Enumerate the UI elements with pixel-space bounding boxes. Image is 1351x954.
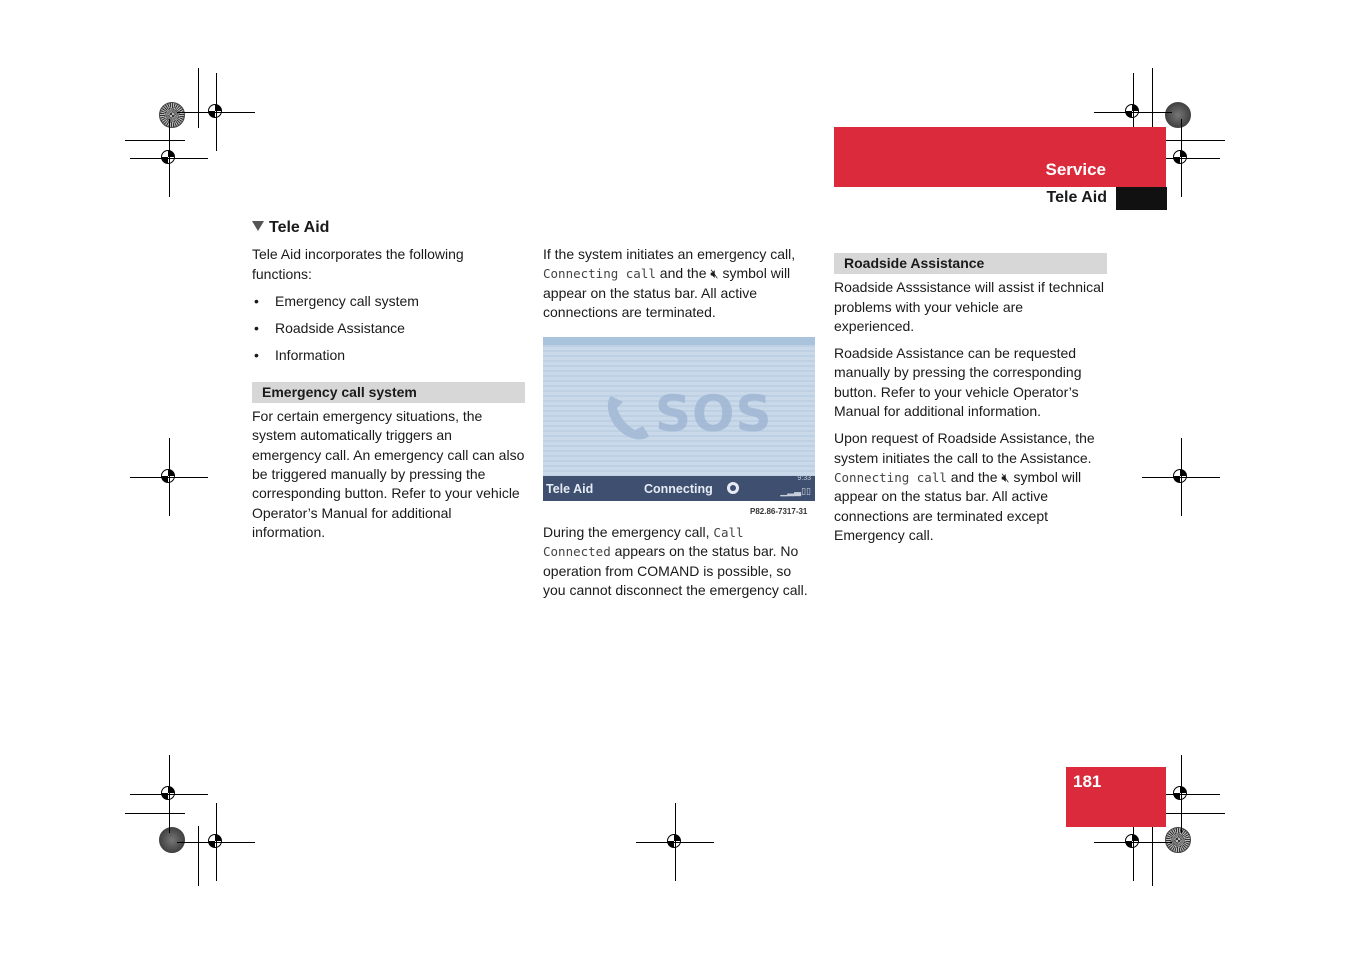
signal-strength: ▁▂▃▯▯	[780, 486, 811, 496]
roadside-text-2: Roadside Assistance can be requested manually by pressing the corresponding button. Refer to your vehicle Operator’s Manual for additional information.	[834, 345, 1082, 420]
text-fragment: If the system initiates an emergency call,	[543, 246, 796, 262]
emergency-initiate-text	[543, 245, 815, 322]
column-right	[834, 253, 1107, 553]
status-time: 9:33	[797, 475, 811, 482]
registration-mark-icon	[159, 827, 185, 853]
status-app-name: Tele Aid	[546, 482, 594, 496]
registration-mark-icon	[1165, 827, 1191, 853]
status-connecting: Connecting	[644, 482, 713, 496]
status-text: Connecting call	[834, 469, 947, 485]
trim-line	[1165, 813, 1225, 814]
phone-icon	[605, 392, 655, 442]
page-number-box	[1066, 767, 1166, 827]
display-screenshot	[543, 337, 815, 501]
trim-line	[1152, 826, 1153, 886]
status-text: Call Connected	[543, 525, 744, 560]
roadside-text-3	[834, 429, 1107, 545]
column-middle-lower	[543, 523, 815, 608]
record-icon	[727, 482, 739, 494]
status-text: Connecting call	[543, 266, 656, 282]
call-connected-text	[543, 523, 815, 600]
text-fragment: symbol will appear on the status bar. All active connections are terminated except Emergency call.	[834, 468, 1082, 543]
status-bar	[543, 476, 815, 501]
thumb-tab	[1116, 187, 1167, 210]
trim-line	[198, 826, 199, 886]
sos-label: SOS	[655, 385, 773, 443]
trim-line	[1152, 68, 1153, 128]
registration-mark-icon	[159, 102, 185, 128]
list-item: • Roadside Assistance	[252, 319, 525, 338]
text-fragment: appears on the status bar. No operation from COMAND is possible, so you cannot disconnect the emergency call.	[543, 543, 808, 598]
text-fragment: and the	[659, 265, 707, 282]
trim-line	[198, 68, 199, 128]
text-fragment: and the	[950, 468, 998, 485]
trim-line	[125, 140, 185, 141]
trim-line	[125, 813, 185, 814]
section-title: Service	[1045, 160, 1106, 179]
text-fragment: symbol will appear on the status bar. All active connections are terminated.	[543, 265, 791, 320]
roadside-text-1: Roadside Asssistance will assist if technical problems with your vehicle are experienced.	[834, 279, 1105, 334]
triangle-down-icon	[252, 221, 264, 231]
screen-top-strip	[543, 337, 815, 345]
registration-mark-icon	[1165, 102, 1191, 128]
page-number: 181	[1073, 772, 1102, 791]
emergency-heading: Emergency call system	[252, 382, 525, 403]
text-fragment: During the emergency call,	[543, 524, 710, 540]
image-code: P82.86-7317-31	[750, 507, 808, 516]
heading-text: Tele Aid	[269, 219, 330, 236]
text-fragment: Upon request of Roadside Assistance, the system initiates the call to the Assistance.	[834, 430, 1095, 466]
subsection-title: Tele Aid	[1046, 189, 1107, 206]
column-left	[252, 218, 525, 550]
speaker-mute-icon: 🔇︎	[1001, 469, 1010, 485]
speaker-mute-icon: 🔇︎	[710, 266, 719, 282]
function-list	[252, 292, 525, 366]
heading	[252, 218, 525, 237]
list-item: • Emergency call system	[252, 292, 525, 311]
list-item: • Information	[252, 346, 525, 365]
intro-text: Tele Aid incorporates the following functions:	[252, 246, 464, 282]
trim-line	[1165, 140, 1225, 141]
roadside-heading: Roadside Assistance	[834, 253, 1107, 274]
section-header-band	[834, 127, 1166, 187]
emergency-text: For certain emergency situations, the system automatically triggers an emergency call. An emergency call can also be triggered manually by pressing the corresponding button. Refer to your vehicle Operator’s Manual for additional information.	[252, 408, 525, 540]
column-middle	[543, 245, 815, 330]
